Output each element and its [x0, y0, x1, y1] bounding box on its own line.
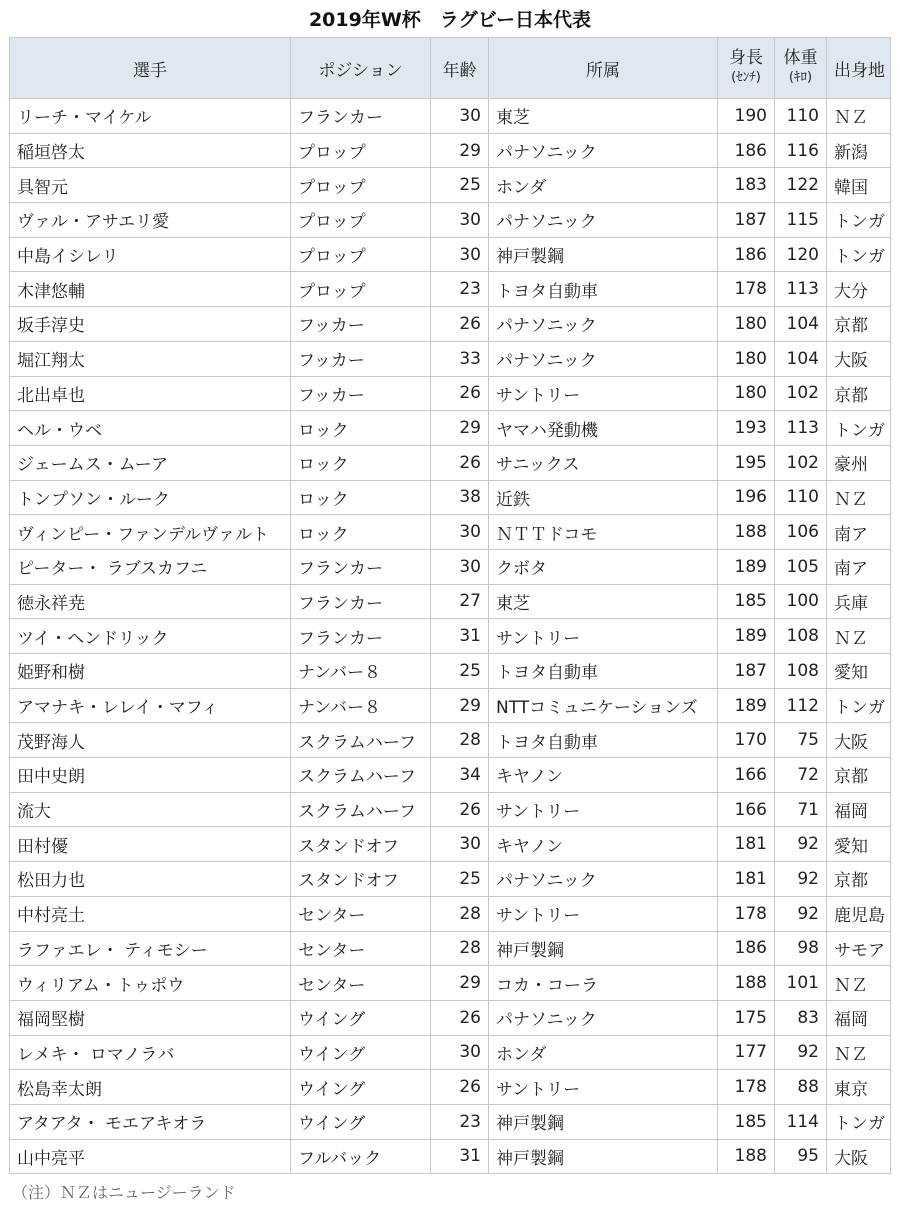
age-cell: 29 — [431, 133, 489, 168]
height-cell: 178 — [718, 272, 775, 307]
team-cell: トヨタ自動車 — [489, 723, 718, 758]
table-row — [10, 1070, 891, 1105]
age-cell: 29 — [431, 966, 489, 1001]
table-row — [10, 931, 891, 966]
origin-cell: ＮＺ — [827, 619, 891, 654]
position-cell: センター — [291, 896, 431, 931]
table-row — [10, 133, 891, 168]
table-row — [10, 723, 891, 758]
position-cell: フッカー — [291, 376, 431, 411]
header-height-unit: (ｾﾝﾁ) — [731, 70, 761, 85]
team-cell: サントリー — [489, 896, 718, 931]
position-cell: ロック — [291, 445, 431, 480]
height-cell: 188 — [718, 515, 775, 550]
height-cell: 190 — [718, 99, 775, 134]
weight-cell: 92 — [775, 896, 827, 931]
header-height — [718, 38, 775, 99]
player-name-cell: 坂手淳史 — [10, 307, 291, 342]
origin-cell: 大阪 — [827, 1139, 891, 1174]
height-cell: 187 — [718, 654, 775, 689]
age-cell: 30 — [431, 99, 489, 134]
height-cell: 186 — [718, 237, 775, 272]
player-name-cell: 具智元 — [10, 168, 291, 203]
height-cell: 166 — [718, 792, 775, 827]
table-row — [10, 307, 891, 342]
height-cell: 189 — [718, 549, 775, 584]
weight-cell: 120 — [775, 237, 827, 272]
position-cell: プロップ — [291, 203, 431, 238]
age-cell: 25 — [431, 168, 489, 203]
table-row — [10, 237, 891, 272]
age-cell: 23 — [431, 272, 489, 307]
weight-cell: 104 — [775, 307, 827, 342]
header-row — [10, 38, 891, 99]
height-cell: 188 — [718, 966, 775, 1001]
origin-cell: 兵庫 — [827, 584, 891, 619]
age-cell: 29 — [431, 411, 489, 446]
header-weight-label: 体重 — [783, 48, 818, 68]
position-cell: フランカー — [291, 619, 431, 654]
height-cell: 187 — [718, 203, 775, 238]
player-name-cell: アマナキ・レレイ・マフィ — [10, 688, 291, 723]
age-cell: 30 — [431, 827, 489, 862]
position-cell: センター — [291, 931, 431, 966]
table-row — [10, 619, 891, 654]
height-cell: 180 — [718, 341, 775, 376]
position-cell: フランカー — [291, 584, 431, 619]
weight-cell: 112 — [775, 688, 827, 723]
weight-cell: 98 — [775, 931, 827, 966]
table-row — [10, 896, 891, 931]
team-cell: 神戸製鋼 — [489, 1104, 718, 1139]
table-row — [10, 862, 891, 897]
team-cell: 神戸製鋼 — [489, 931, 718, 966]
table-row — [10, 654, 891, 689]
age-cell: 31 — [431, 619, 489, 654]
team-cell: 東芝 — [489, 99, 718, 134]
height-cell: 178 — [718, 1070, 775, 1105]
origin-cell: サモア — [827, 931, 891, 966]
team-cell: サントリー — [489, 1070, 718, 1105]
table-row — [10, 549, 891, 584]
position-cell: スクラムハーフ — [291, 723, 431, 758]
team-cell: コカ・コーラ — [489, 966, 718, 1001]
position-cell: フッカー — [291, 307, 431, 342]
origin-cell: 東京 — [827, 1070, 891, 1105]
height-cell: 193 — [718, 411, 775, 446]
table-row — [10, 272, 891, 307]
weight-cell: 102 — [775, 376, 827, 411]
footnote: （注）ＮＺはニュージーランド — [12, 1183, 236, 1202]
height-cell: 196 — [718, 480, 775, 515]
team-cell: NTTコミュニケーションズ — [489, 688, 718, 723]
origin-cell: 福岡 — [827, 1000, 891, 1035]
position-cell: ウイング — [291, 1104, 431, 1139]
age-cell: 28 — [431, 931, 489, 966]
age-cell: 26 — [431, 376, 489, 411]
player-name-cell: 山中亮平 — [10, 1139, 291, 1174]
origin-cell: 京都 — [827, 307, 891, 342]
age-cell: 30 — [431, 237, 489, 272]
age-cell: 33 — [431, 341, 489, 376]
weight-cell: 92 — [775, 862, 827, 897]
weight-cell: 75 — [775, 723, 827, 758]
position-cell: プロップ — [291, 272, 431, 307]
origin-cell: 京都 — [827, 758, 891, 793]
origin-cell: 新潟 — [827, 133, 891, 168]
origin-cell: 京都 — [827, 862, 891, 897]
player-name-cell: ラファエレ・ ティモシー — [10, 931, 291, 966]
origin-cell: 韓国 — [827, 168, 891, 203]
origin-cell: 大阪 — [827, 341, 891, 376]
player-name-cell: ウィリアム・トゥポウ — [10, 966, 291, 1001]
team-cell: 近鉄 — [489, 480, 718, 515]
age-cell: 31 — [431, 1139, 489, 1174]
table-row — [10, 966, 891, 1001]
age-cell: 38 — [431, 480, 489, 515]
table-row — [10, 515, 891, 550]
age-cell: 30 — [431, 203, 489, 238]
player-name-cell: 福岡堅樹 — [10, 1000, 291, 1035]
team-cell: 東芝 — [489, 584, 718, 619]
height-cell: 177 — [718, 1035, 775, 1070]
height-cell: 175 — [718, 1000, 775, 1035]
team-cell: パナソニック — [489, 203, 718, 238]
team-cell: パナソニック — [489, 133, 718, 168]
player-name-cell: 稲垣啓太 — [10, 133, 291, 168]
player-name-cell: 中村亮土 — [10, 896, 291, 931]
height-cell: 180 — [718, 307, 775, 342]
header-origin: 出身地 — [827, 38, 891, 99]
position-cell: スタンドオフ — [291, 862, 431, 897]
team-cell: キヤノン — [489, 758, 718, 793]
position-cell: フッカー — [291, 341, 431, 376]
age-cell: 28 — [431, 896, 489, 931]
age-cell: 25 — [431, 862, 489, 897]
team-cell: サントリー — [489, 376, 718, 411]
team-cell: ヤマハ発動機 — [489, 411, 718, 446]
team-cell: ホンダ — [489, 1035, 718, 1070]
position-cell: フランカー — [291, 549, 431, 584]
age-cell: 26 — [431, 792, 489, 827]
weight-cell: 92 — [775, 1035, 827, 1070]
table-header — [10, 38, 891, 99]
origin-cell: トンガ — [827, 203, 891, 238]
age-cell: 26 — [431, 445, 489, 480]
weight-cell: 108 — [775, 619, 827, 654]
position-cell: プロップ — [291, 168, 431, 203]
origin-cell: 豪州 — [827, 445, 891, 480]
age-cell: 27 — [431, 584, 489, 619]
player-name-cell: 茂野海人 — [10, 723, 291, 758]
position-cell: ウイング — [291, 1070, 431, 1105]
position-cell: スクラムハーフ — [291, 758, 431, 793]
height-cell: 178 — [718, 896, 775, 931]
height-cell: 185 — [718, 584, 775, 619]
position-cell: プロップ — [291, 133, 431, 168]
position-cell: ウイング — [291, 1035, 431, 1070]
origin-cell: 福岡 — [827, 792, 891, 827]
player-name-cell: リーチ・マイケル — [10, 99, 291, 134]
team-cell: キヤノン — [489, 827, 718, 862]
team-cell: トヨタ自動車 — [489, 654, 718, 689]
team-cell: トヨタ自動車 — [489, 272, 718, 307]
position-cell: ナンバー８ — [291, 654, 431, 689]
position-cell: フランカー — [291, 99, 431, 134]
height-cell: 181 — [718, 827, 775, 862]
origin-cell: ＮＺ — [827, 1035, 891, 1070]
age-cell: 30 — [431, 549, 489, 584]
table-row — [10, 411, 891, 446]
player-name-cell: ジェームス・ムーア — [10, 445, 291, 480]
age-cell: 28 — [431, 723, 489, 758]
team-cell: サントリー — [489, 792, 718, 827]
height-cell: 166 — [718, 758, 775, 793]
origin-cell: 南ア — [827, 549, 891, 584]
weight-cell: 92 — [775, 827, 827, 862]
table-row — [10, 99, 891, 134]
age-cell: 25 — [431, 654, 489, 689]
player-name-cell: アタアタ・ モエアキオラ — [10, 1104, 291, 1139]
origin-cell: 愛知 — [827, 654, 891, 689]
weight-cell: 106 — [775, 515, 827, 550]
age-cell: 29 — [431, 688, 489, 723]
origin-cell: 京都 — [827, 376, 891, 411]
table-row — [10, 480, 891, 515]
player-name-cell: 木津悠輔 — [10, 272, 291, 307]
height-cell: 183 — [718, 168, 775, 203]
position-cell: プロップ — [291, 237, 431, 272]
origin-cell: トンガ — [827, 1104, 891, 1139]
height-cell: 188 — [718, 1139, 775, 1174]
height-cell: 180 — [718, 376, 775, 411]
header-name: 選手 — [10, 38, 291, 99]
position-cell: センター — [291, 966, 431, 1001]
team-cell: ホンダ — [489, 168, 718, 203]
height-cell: 189 — [718, 688, 775, 723]
height-cell: 170 — [718, 723, 775, 758]
origin-cell: 大分 — [827, 272, 891, 307]
table-row — [10, 168, 891, 203]
weight-cell: 113 — [775, 411, 827, 446]
player-name-cell: ヴァル・アサエリ愛 — [10, 203, 291, 238]
age-cell: 23 — [431, 1104, 489, 1139]
team-cell: パナソニック — [489, 862, 718, 897]
weight-cell: 115 — [775, 203, 827, 238]
player-name-cell: トンプソン・ルーク — [10, 480, 291, 515]
table-row — [10, 827, 891, 862]
header-team: 所属 — [489, 38, 718, 99]
position-cell: ロック — [291, 515, 431, 550]
origin-cell: ＮＺ — [827, 966, 891, 1001]
team-cell: クボタ — [489, 549, 718, 584]
weight-cell: 108 — [775, 654, 827, 689]
height-cell: 186 — [718, 931, 775, 966]
table-row — [10, 758, 891, 793]
age-cell: 34 — [431, 758, 489, 793]
origin-cell: 大阪 — [827, 723, 891, 758]
position-cell: ロック — [291, 480, 431, 515]
weight-cell: 88 — [775, 1070, 827, 1105]
table-title: 2019年W杯 ラグビー日本代表 — [308, 9, 592, 31]
header-weight-unit: (ｷﾛ) — [788, 70, 813, 85]
player-name-cell: レメキ・ ロマノラバ — [10, 1035, 291, 1070]
weight-cell: 95 — [775, 1139, 827, 1174]
origin-cell: 鹿児島 — [827, 896, 891, 931]
team-cell: サントリー — [489, 619, 718, 654]
position-cell: スクラムハーフ — [291, 792, 431, 827]
table-row — [10, 1104, 891, 1139]
weight-cell: 122 — [775, 168, 827, 203]
team-cell: サニックス — [489, 445, 718, 480]
origin-cell: トンガ — [827, 237, 891, 272]
height-cell: 195 — [718, 445, 775, 480]
table-row — [10, 792, 891, 827]
weight-cell: 100 — [775, 584, 827, 619]
position-cell: スタンドオフ — [291, 827, 431, 862]
position-cell: ウイング — [291, 1000, 431, 1035]
height-cell: 189 — [718, 619, 775, 654]
weight-cell: 102 — [775, 445, 827, 480]
origin-cell: トンガ — [827, 688, 891, 723]
origin-cell: ＮＺ — [827, 99, 891, 134]
table-row — [10, 376, 891, 411]
table-row — [10, 584, 891, 619]
weight-cell: 71 — [775, 792, 827, 827]
header-position: ポジション — [291, 38, 431, 99]
weight-cell: 110 — [775, 480, 827, 515]
player-name-cell: 堀江翔太 — [10, 341, 291, 376]
table-row — [10, 1000, 891, 1035]
team-cell: 神戸製鋼 — [489, 237, 718, 272]
player-name-cell: 中島イシレリ — [10, 237, 291, 272]
player-name-cell: ツイ・ヘンドリック — [10, 619, 291, 654]
table-row — [10, 445, 891, 480]
player-name-cell: 徳永祥尭 — [10, 584, 291, 619]
player-name-cell: ピーター・ ラブスカフニ — [10, 549, 291, 584]
age-cell: 26 — [431, 1000, 489, 1035]
header-age: 年齢 — [431, 38, 489, 99]
weight-cell: 110 — [775, 99, 827, 134]
player-name-cell: ヘル・ウベ — [10, 411, 291, 446]
position-cell: フルバック — [291, 1139, 431, 1174]
weight-cell: 83 — [775, 1000, 827, 1035]
table-row — [10, 688, 891, 723]
team-cell: パナソニック — [489, 1000, 718, 1035]
height-cell: 185 — [718, 1104, 775, 1139]
weight-cell: 72 — [775, 758, 827, 793]
team-cell: パナソニック — [489, 341, 718, 376]
origin-cell: トンガ — [827, 411, 891, 446]
player-name-cell: 姫野和樹 — [10, 654, 291, 689]
age-cell: 26 — [431, 1070, 489, 1105]
header-height-label: 身長 — [729, 48, 763, 68]
origin-cell: 愛知 — [827, 827, 891, 862]
weight-cell: 113 — [775, 272, 827, 307]
weight-cell: 114 — [775, 1104, 827, 1139]
player-name-cell: 松田力也 — [10, 862, 291, 897]
table-row — [10, 1035, 891, 1070]
weight-cell: 104 — [775, 341, 827, 376]
position-cell: ナンバー８ — [291, 688, 431, 723]
team-cell: ＮＴＴドコモ — [489, 515, 718, 550]
origin-cell: 南ア — [827, 515, 891, 550]
table-row — [10, 1139, 891, 1174]
team-cell: パナソニック — [489, 307, 718, 342]
header-weight — [775, 38, 827, 99]
weight-cell: 116 — [775, 133, 827, 168]
age-cell: 30 — [431, 515, 489, 550]
roster-table — [9, 37, 891, 1174]
age-cell: 30 — [431, 1035, 489, 1070]
origin-cell: ＮＺ — [827, 480, 891, 515]
height-cell: 181 — [718, 862, 775, 897]
table-body — [10, 99, 891, 1174]
weight-cell: 101 — [775, 966, 827, 1001]
age-cell: 26 — [431, 307, 489, 342]
player-name-cell: 流大 — [10, 792, 291, 827]
weight-cell: 105 — [775, 549, 827, 584]
player-name-cell: 田中史朗 — [10, 758, 291, 793]
table-row — [10, 341, 891, 376]
player-name-cell: ヴィンピー・ファンデルヴァルト — [10, 515, 291, 550]
player-name-cell: 北出卓也 — [10, 376, 291, 411]
team-cell: 神戸製鋼 — [489, 1139, 718, 1174]
player-name-cell: 松島幸太朗 — [10, 1070, 291, 1105]
table-row — [10, 203, 891, 238]
player-name-cell: 田村優 — [10, 827, 291, 862]
position-cell: ロック — [291, 411, 431, 446]
height-cell: 186 — [718, 133, 775, 168]
